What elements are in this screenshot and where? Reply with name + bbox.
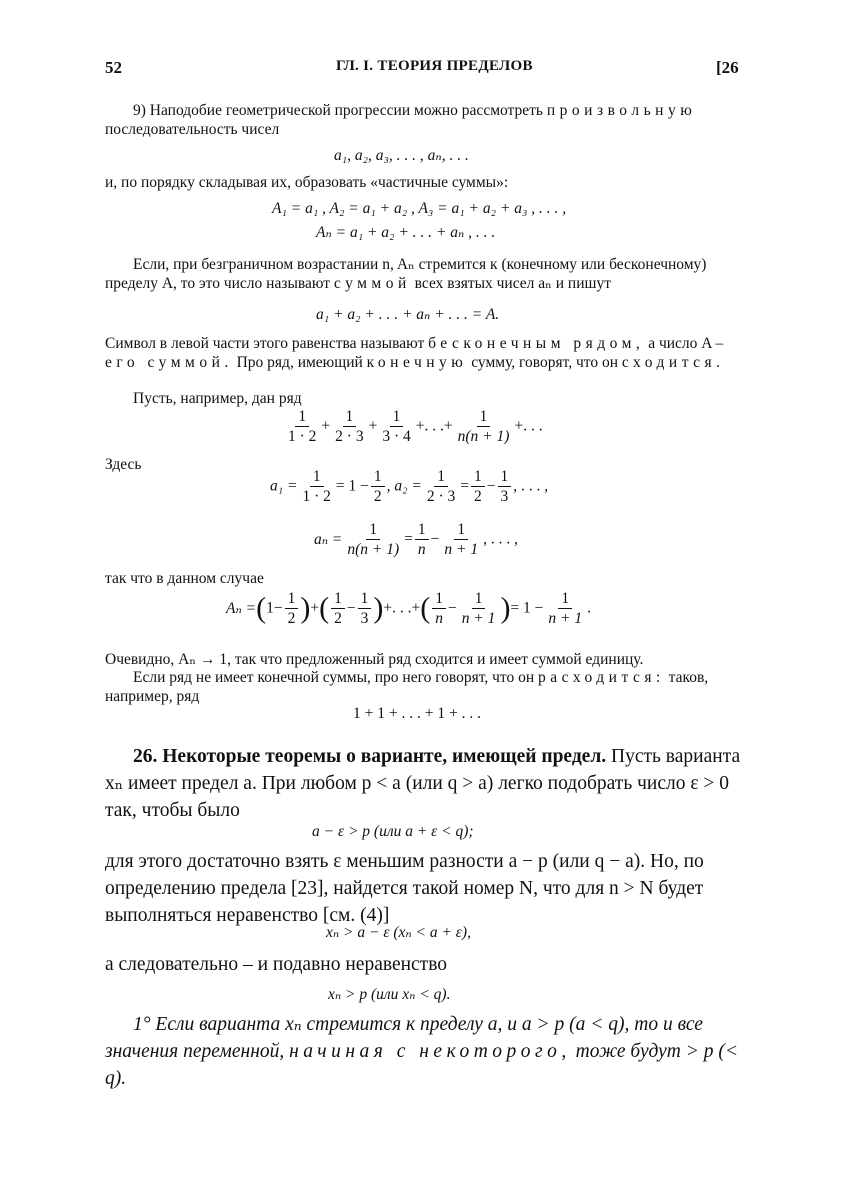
obvious-paragraph: Очевидно, Aₙ → 1, так что предложенный ряд сходится и имеет суммой единицу. <box>105 651 644 668</box>
infinite-series-paragraph: Символ в левой части этого равенства называют бесконечным рядом, а число A – его суммой. Про ряд, имеющий конечную сумму, говорят, что он сходится. <box>105 335 725 371</box>
running-title: ГЛ. I. ТЕОРИЯ ПРЕДЕЛОВ <box>336 58 533 74</box>
emphasis-spaced: начиная с некоторого, <box>289 1041 571 1062</box>
item9-paragraph: 9) Наподобие геометрической прогрессии можно рассмотреть произвольную последовательность чисел <box>105 102 697 138</box>
sequence-formula: a₁, a₂, a₃, . . . , aₙ, . . . <box>334 147 469 164</box>
a1-a2-formula: a₁ = $\frac{1}{1 \cdot 2}$ = 1 − $\frac{1}{2}$ , a₂ = $\frac{1}{2 \cdot 3}$ = $\frac{1}{2}$ − $\frac{1}{3}$ , . . . , <box>270 468 549 505</box>
example-series: $\frac{1}{1 \cdot 2}$ + $\frac{1}{2 \cdot 3}$ + $\frac{1}{3 \cdot 4}$ +. . .+ $\frac{1}{n(n + 1)}$ +. . . <box>288 408 543 445</box>
inequality-3: xₙ > p (или xₙ < q). <box>328 986 451 1003</box>
definition-paragraph: для этого достаточно взять ε меньшим разности a − p (или q − a). Но, по определению предела [23], найдется такой номер N, что для n > N будет выполняться неравенство [см. (4)] <box>105 851 704 926</box>
hence-paragraph: а следовательно – и подавно неравенство <box>105 954 448 975</box>
emphasis-spaced: расходится: <box>538 669 665 686</box>
An-partial-sum-formula: Aₙ =(1− $\frac{1}{2}$ )+( $\frac{1}{2}$ − $\frac{1}{3}$ )+. . .+( $\frac{1}{n}$ − $\frac{1}{n + 1}$ )= 1 − $\frac{1}{n + 1}$ . <box>226 590 592 627</box>
here-label: Здесь <box>105 456 142 473</box>
so-case-label: так что в данном случае <box>105 570 264 587</box>
emphasis-spaced: суммой <box>333 275 411 292</box>
emphasis-spaced: произвольную <box>546 102 697 119</box>
divergence-paragraph: Если ряд не имеет конечной суммы, про него говорят, что он расходится: таков, например, ряд <box>105 669 709 705</box>
theorem-1-paragraph: 1° Если варианта xₙ стремится к пределу a, и a > p (a < q), то и все значения переменной, начиная с некоторого, тоже будут > p (< q). <box>105 1014 739 1089</box>
example-intro: Пусть, например, дан ряд <box>133 390 302 407</box>
partial-sums-formula-2: Aₙ = a₁ + a₂ + . . . + aₙ , . . . <box>316 224 496 241</box>
partial-sums-formula-1: A₁ = a₁ , A₂ = a₁ + a₂ , A₃ = a₁ + a₂ + a₃ , . . . , <box>272 200 567 217</box>
ones-series-formula: 1 + 1 + . . . + 1 + . . . <box>353 705 481 722</box>
section-mark: [26 <box>716 58 739 77</box>
section-26-paragraph: 26. Некоторые теоремы о варианте, имеющей предел. Пусть варианта xₙ имеет предел a. При любом p < a (или q > a) легко подобрать число ε > 0 так, чтобы было <box>105 746 741 821</box>
an-formula: aₙ = $\frac{1}{n(n + 1)}$ = $\frac{1}{n}$ − $\frac{1}{n + 1}$ , . . . , <box>314 521 519 558</box>
inequality-2: xₙ > a − ε (xₙ < a + ε), <box>326 924 471 941</box>
limit-definition-paragraph: Если, при безграничном возрастании n, Aₙ стремится к (конечному или бесконечному) пределу A, то это число называют суммой всех взятых чисел aₙ и пишут <box>105 256 707 292</box>
partial-sums-intro: и, по порядку складывая их, образовать «частичные суммы»: <box>105 174 509 191</box>
series-sum-formula: a₁ + a₂ + . . . + aₙ + . . . = A. <box>316 306 500 323</box>
page-number: 52 <box>105 58 122 77</box>
inequality-1: a − ε > p (или a + ε < q); <box>312 823 474 840</box>
section-title: 26. Некоторые теоремы о варианте, имеющей предел. <box>133 746 607 767</box>
